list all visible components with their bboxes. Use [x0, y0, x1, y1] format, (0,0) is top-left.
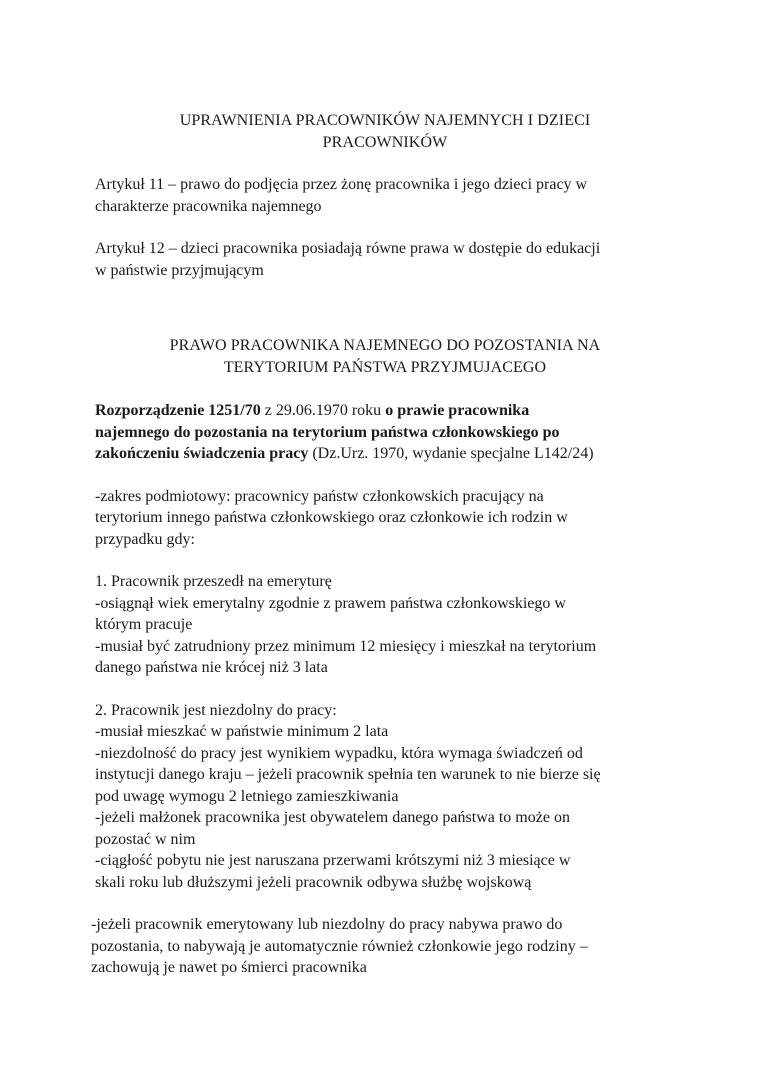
text-line: przypadku gdy: [95, 530, 195, 548]
heading-line: TERYTORIUM PAŃSTWA PRZYJMUJACEGO [223, 358, 547, 376]
heading-line: UPRAWNIENIA PRACOWNIKÓW NAJEMNYCH I DZIECI [179, 112, 591, 129]
text-line: -musiał być zatrudniony przez minimum 12 miesięcy i mieszkał na terytorium [95, 637, 597, 655]
text-line: pod uwagę wymogu 2 letniego zamieszkiwania [95, 787, 399, 805]
text-line: -niezdolność do pracy jest wynikiem wypadku, która wymaga świadczeń od [95, 744, 583, 762]
text-line: 2. Pracownik jest niezdolny do pracy: [95, 701, 337, 719]
text-line: -zakres podmiotowy: pracownicy państw członkowskich pracujący na [95, 487, 544, 505]
regulation-subject: o prawie pracownika [385, 402, 530, 419]
text-line: -osiągnął wiek emerytalny zgodnie z prawem państwa członkowskiego w [95, 594, 566, 612]
text-line: -musiał mieszkać w państwie minimum 2 lata [95, 723, 389, 740]
text-line: pozostać w nim [95, 830, 196, 848]
text-line: Artykuł 12 – dzieci pracownika posiadają równe prawa w dostępie do edukacji [95, 240, 601, 257]
regulation-date: z 29.06.1970 roku [260, 402, 386, 419]
text-line: terytorium innego państwa członkowskiego oraz członkowie ich rodzin w [95, 509, 568, 526]
text-line [95, 422, 675, 444]
text-line: zachowują je nawet po śmierci pracownika [91, 959, 367, 976]
text-line: którym pracuje [95, 616, 193, 633]
regulation-subject: najemnego do pozostania na terytorium państwa członkowskiego po [95, 423, 560, 441]
regulation-source: (Dz.Urz. 1970, wydanie specjalne L142/24) [308, 445, 594, 462]
family-rights-paragraph [91, 914, 675, 979]
text-line: -jeżeli pracownik emerytowany lub niezdolny do pracy nabywa prawo do [91, 916, 563, 933]
text-line: danego państwa nie krócej niż 3 lata [95, 659, 328, 676]
section1-heading [95, 110, 675, 153]
text-line: skali roku lub dłuższymi jeżeli pracownik odbywa służbę wojskową [95, 873, 532, 891]
case-incapacity-paragraph [95, 700, 675, 894]
text-line: -ciągłość pobytu nie jest naruszana przerwami krótszymi niż 3 miesiące w [95, 852, 571, 869]
heading-line: PRACOWNIKÓW [322, 133, 448, 151]
text-line: Artykuł 11 – prawo do podjęcia przez żonę pracownika i jego dzieci pracy w [95, 176, 588, 193]
regulation-title: Rozporządzenie 1251/70 [95, 402, 261, 419]
heading-line: PRAWO PRACOWNIKA NAJEMNEGO DO POZOSTANIA NA [169, 337, 601, 354]
article-11-paragraph [95, 174, 675, 217]
text-line: instytucji danego kraju – jeżeli pracownik spełnia ten warunek to nie bierze się [95, 766, 601, 783]
scope-paragraph [95, 486, 675, 551]
text-line: pozostania, to nabywają je automatycznie również członkowie jego rodziny – [91, 937, 588, 955]
case-retirement-paragraph [95, 571, 675, 679]
text-line: 1. Pracownik przeszedł na emeryturę [95, 573, 332, 590]
text-line: charakterze pracownika najemnego [95, 197, 322, 215]
text-line [95, 443, 675, 465]
text-line [95, 400, 675, 422]
text-line: -jeżeli małżonek pracownika jest obywatelem danego państwa to może on [95, 809, 570, 826]
text-line: w państwie przyjmującym [95, 261, 264, 279]
regulation-paragraph [95, 400, 675, 465]
document-page [91, 110, 675, 979]
section2-heading [95, 335, 675, 378]
regulation-subject: zakończeniu świadczenia pracy [95, 445, 309, 462]
article-12-paragraph [95, 238, 675, 281]
